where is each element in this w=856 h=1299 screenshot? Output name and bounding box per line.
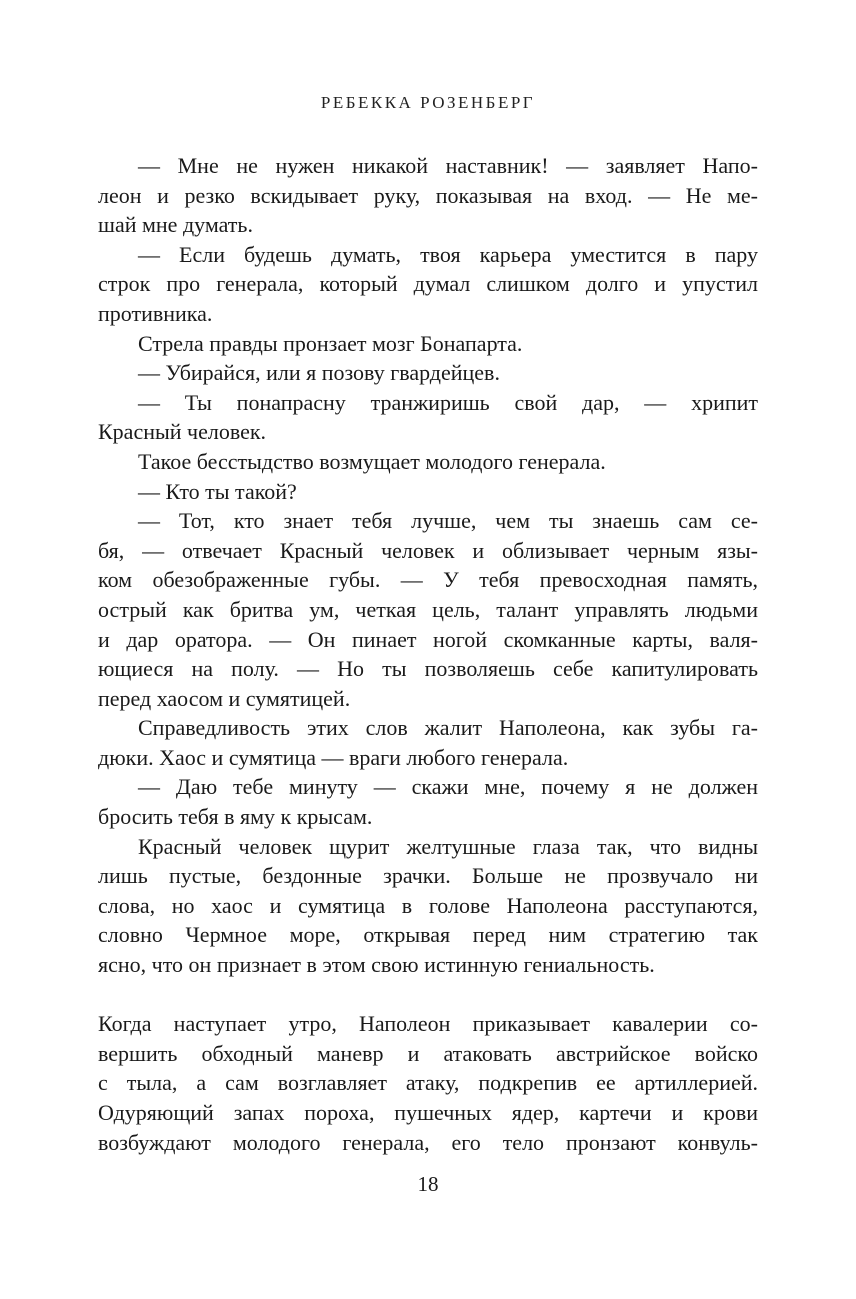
text-line: ющиеся на полу. — Но ты позволяешь себе капитулировать bbox=[98, 656, 758, 682]
text-line: — Ты понапрасну транжиришь свой дар, — хрипит bbox=[138, 389, 758, 415]
paragraph bbox=[98, 151, 758, 240]
text-line: строк про генерала, который думал слишком долго и упустил bbox=[98, 271, 758, 297]
paragraph bbox=[98, 388, 758, 447]
paragraph bbox=[98, 832, 758, 980]
text-line: ком обезображенные губы. — У тебя превосходная память, bbox=[98, 567, 758, 593]
paragraph bbox=[98, 1009, 758, 1157]
text-line: — Мне не нужен никакой наставник! — заявляет Напо- bbox=[138, 153, 758, 178]
paragraph bbox=[98, 329, 758, 359]
paragraph bbox=[98, 772, 758, 831]
text-line: и дар оратора. — Он пинает ногой скомканные карты, валя- bbox=[98, 626, 758, 652]
text-line: острый как бритва ум, четкая цель, талант управлять людьми bbox=[98, 596, 758, 622]
text-line: противника. bbox=[98, 300, 213, 326]
running-header: РЕБЕККА РОЗЕНБЕРГ bbox=[320, 93, 536, 112]
text-line: — Убирайся, или я позову гвардейцев. bbox=[138, 360, 500, 386]
paragraph bbox=[98, 477, 758, 507]
text-line: — Даю тебе минуту — скажи мне, почему я не должен bbox=[138, 774, 758, 800]
text-line: — Кто ты такой? bbox=[138, 478, 297, 504]
paragraph bbox=[98, 447, 758, 477]
text-line: с тыла, а сам возглавляет атаку, подкрепив ее артиллерией. bbox=[98, 1070, 758, 1096]
paragraph bbox=[98, 358, 758, 388]
text-line: Красный человек. bbox=[98, 419, 267, 445]
text-line: Одуряющий запах пороха, пушечных ядер, картечи и крови bbox=[98, 1100, 758, 1125]
paragraph bbox=[98, 713, 758, 772]
text-line: Такое бесстыдство возмущает молодого генерала. bbox=[138, 448, 606, 474]
paragraph bbox=[98, 240, 758, 329]
text-line: шай мне думать. bbox=[98, 212, 253, 238]
text-line: возбуждают молодого генерала, его тело пронзают конвуль- bbox=[98, 1129, 758, 1155]
text-line: Стрела правды пронзает мозг Бонапарта. bbox=[138, 330, 523, 356]
text-line: перед хаосом и сумятицей. bbox=[98, 685, 351, 711]
paragraph bbox=[98, 506, 758, 713]
text-line: Когда наступает утро, Наполеон приказывает кавалерии со- bbox=[98, 1011, 758, 1037]
text-line: леон и резко вскидывает руку, показывая на вход. — Не ме- bbox=[98, 182, 758, 208]
text-line: ясно, что он признает в этом свою истинную гениальность. bbox=[98, 952, 655, 978]
text-line: дюки. Хаос и сумятица — враги любого генерала. bbox=[98, 744, 569, 770]
text-line: Справедливость этих слов жалит Наполеона, как зубы га- bbox=[138, 715, 758, 741]
text-line: Красный человек щурит желтушные глаза так, что видны bbox=[138, 833, 758, 859]
text-line: — Тот, кто знает тебя лучше, чем ты знаешь сам се- bbox=[138, 508, 758, 534]
text-line: бросить тебя в яму к крысам. bbox=[98, 804, 373, 830]
page-number: 18 bbox=[417, 1172, 439, 1196]
text-line: вершить обходный маневр и атаковать австрийское войско bbox=[98, 1040, 758, 1066]
text-line: словно Чермное море, открывая перед ним стратегию так bbox=[98, 922, 758, 948]
text-line: слова, но хаос и сумятица в голове Наполеона расступаются, bbox=[98, 892, 758, 918]
text-line: бя, — отвечает Красный человек и облизывает черным язы- bbox=[98, 537, 758, 563]
text-block bbox=[98, 151, 758, 1157]
text-line: лишь пустые, бездонные зрачки. Больше не прозвучало ни bbox=[98, 863, 758, 889]
text-line: — Если будешь думать, твоя карьера уместится в пару bbox=[138, 241, 758, 267]
